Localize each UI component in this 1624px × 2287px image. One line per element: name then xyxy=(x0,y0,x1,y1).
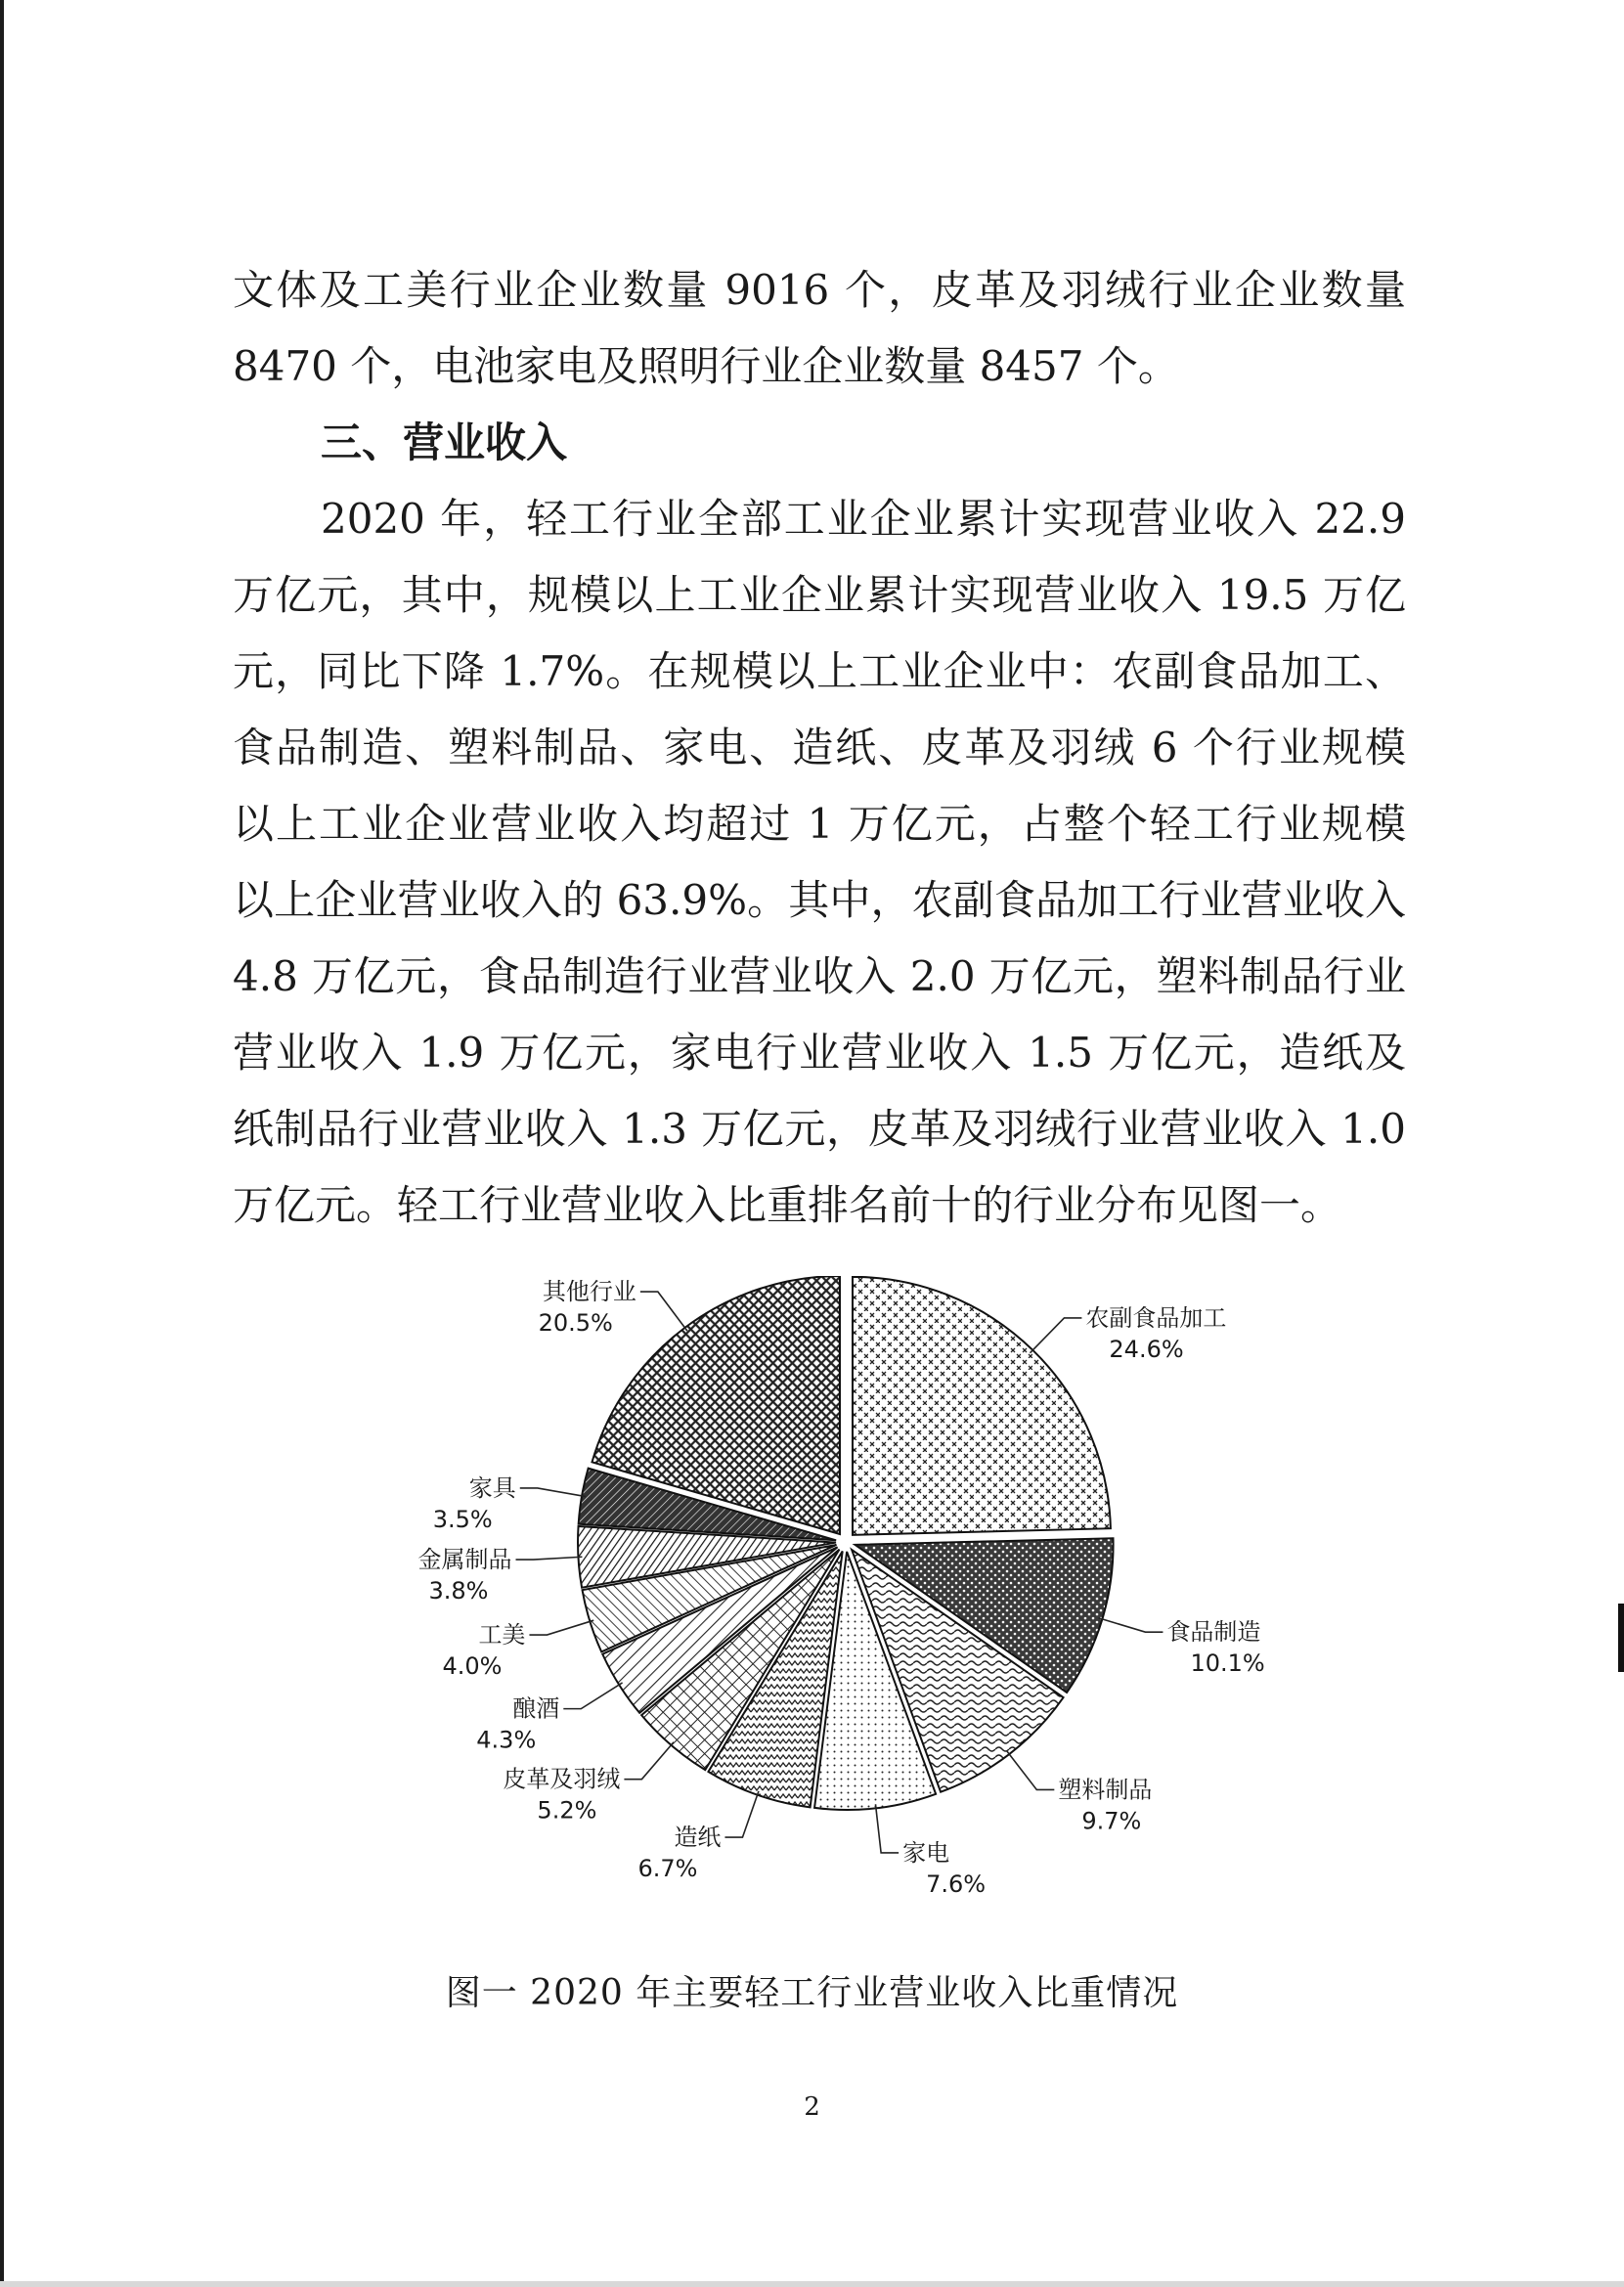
slice-label: 其他行业 xyxy=(542,1278,636,1306)
paragraph-line: 2020 年，轻工行业全部工业企业累计实现营业收入 22.9 xyxy=(321,495,1406,543)
leader-line xyxy=(516,1557,583,1560)
paragraph-line: 8470 个，电池家电及照明行业企业数量 8457 个。 xyxy=(233,342,1179,390)
slice-value-label: 4.0% xyxy=(442,1652,503,1681)
slice-value-label: 24.6% xyxy=(1109,1335,1184,1363)
page-number: 2 xyxy=(804,2092,820,2122)
slice-value-label: 6.7% xyxy=(637,1855,698,1883)
leader-line xyxy=(724,1791,758,1837)
figure-caption: 图一 2020 年主要轻工行业营业收入比重情况 xyxy=(445,1973,1179,2013)
scan-edge-left xyxy=(0,0,4,2287)
slice-label: 塑料制品 xyxy=(1058,1776,1153,1804)
paragraph-line: 营业收入 1.9 万亿元，家电行业营业收入 1.5 万亿元，造纸及 xyxy=(233,1029,1406,1077)
leader-line xyxy=(624,1742,674,1780)
slice-value-label: 4.3% xyxy=(476,1726,537,1754)
leader-line xyxy=(529,1620,593,1635)
leader-line xyxy=(1031,1318,1082,1353)
paragraph-line: 以上工业企业营业收入均超过 1 万亿元，占整个轻工行业规模 xyxy=(233,800,1406,848)
scan-edge-bottom xyxy=(0,2281,1624,2287)
body-text xyxy=(233,252,1406,1244)
pie-slice xyxy=(853,1277,1111,1535)
leader-line xyxy=(640,1292,687,1331)
slice-label: 金属制品 xyxy=(417,1546,512,1574)
leader-line xyxy=(520,1488,586,1497)
slice-label: 造纸 xyxy=(674,1824,722,1852)
slice-value-label: 20.5% xyxy=(538,1309,613,1338)
paragraph-line: 元，同比下降 1.7%。在规模以上工业企业中：农副食品加工、 xyxy=(233,647,1406,695)
paragraph-line: 食品制造、塑料制品、家电、造纸、皮革及羽绒 6 个行业规模 xyxy=(233,724,1406,771)
slice-label: 工美 xyxy=(478,1621,526,1649)
slice-value-label: 9.7% xyxy=(1081,1807,1142,1835)
paragraph-line: 万亿元。轻工行业营业收入比重排名前十的行业分布见图一。 xyxy=(233,1181,1342,1229)
leader-line xyxy=(1099,1618,1163,1632)
slice-label: 家具 xyxy=(468,1473,516,1502)
slice-label: 酿酒 xyxy=(512,1694,560,1723)
paragraph-line: 纸制品行业营业收入 1.3 万亿元，皮革及羽绒行业营业收入 1.0 xyxy=(233,1105,1406,1153)
slice-value-label: 5.2% xyxy=(537,1796,597,1825)
slice-label: 家电 xyxy=(902,1838,950,1867)
slice-label: 皮革及羽绒 xyxy=(503,1765,621,1793)
slice-value-label: 3.8% xyxy=(428,1577,489,1605)
pie-chart-svg xyxy=(352,1276,1291,1941)
slice-value-label: 7.6% xyxy=(926,1869,987,1898)
slice-label: 农副食品加工 xyxy=(1085,1303,1227,1332)
leader-line xyxy=(1007,1751,1055,1790)
slice-value-label: 10.1% xyxy=(1190,1649,1265,1678)
paragraph-line: 以上企业营业收入的 63.9%。其中，农副食品加工行业营业收入 xyxy=(233,876,1406,924)
leader-line xyxy=(563,1683,622,1709)
slice-value-label: 3.5% xyxy=(432,1505,493,1533)
scan-mark-right xyxy=(1618,1604,1624,1672)
paragraph-line: 万亿元，其中，规模以上工业企业累计实现营业收入 19.5 万亿 xyxy=(233,571,1406,619)
pie-chart xyxy=(352,1276,1291,1941)
slice-label: 食品制造 xyxy=(1166,1618,1261,1647)
leader-line xyxy=(875,1804,899,1853)
paragraph-line: 4.8 万亿元，食品制造行业营业收入 2.0 万亿元，塑料制品行业 xyxy=(233,952,1406,1000)
paragraph-line: 文体及工美行业企业数量 9016 个，皮革及羽绒行业企业数量 xyxy=(233,266,1406,314)
section-heading: 三、营业收入 xyxy=(321,418,568,466)
